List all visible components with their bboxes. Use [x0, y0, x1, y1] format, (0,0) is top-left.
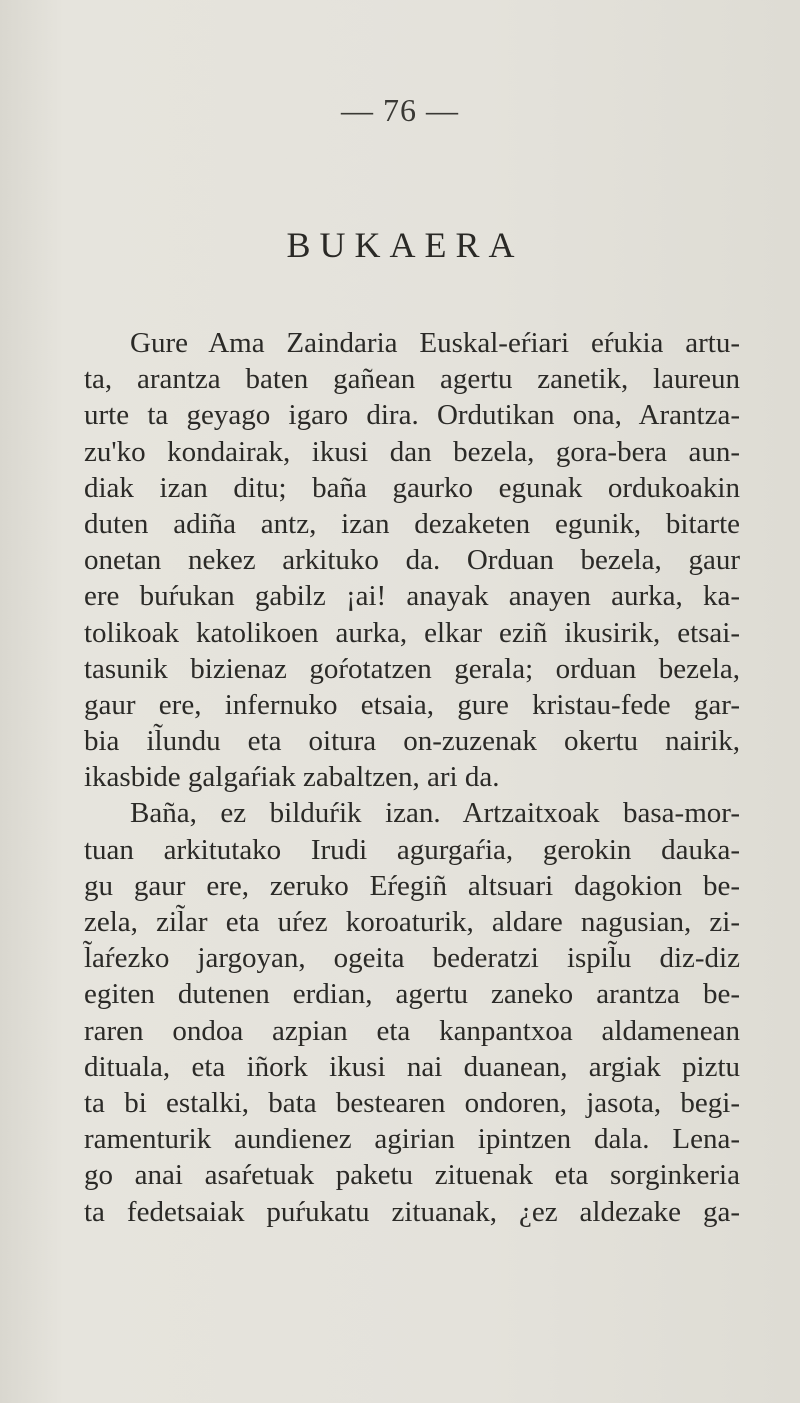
paragraph-1-line-13: ikasbide galgaŕiak zabaltzen, ari da. — [84, 761, 500, 794]
paragraph-1-line-8: ere buŕukan gabilz ¡ai! anayak anayen aurka, ka- — [84, 580, 740, 613]
paragraph-1-line-2: ta, arantza baten gañean agertu zanetik, laureun — [84, 363, 740, 396]
paragraph-1-line-9: tolikoak katolikoen aurka, elkar eziñ ikusirik, etsai- — [84, 616, 740, 649]
paragraph-2-line-11: go anai asaŕetuak paketu zituenak eta sorginkeria — [84, 1159, 740, 1192]
paragraph-2-line-3: gu gaur ere, zeruko Eŕegiñ altsuari dagokion be- — [84, 869, 740, 902]
paragraph-1-line-3: urte ta geyago igaro dira. Ordutikan ona, Arantza- — [84, 399, 740, 432]
paragraph-2-line-4: zela, zil̃ar eta uŕez koroaturik, aldare nagusian, zi- — [84, 906, 740, 938]
paragraph-1-line-5: diak izan ditu; baña gaurko egunak ordukoakin — [84, 471, 740, 504]
chapter-heading: BUKAERA — [286, 225, 524, 265]
paragraph-2-line-9: ta bi estalki, bata bestearen ondoren, jasota, begi- — [84, 1086, 740, 1119]
paragraph-2-line-5: l̃aŕezko jargoyan, ogeita bederatzi ispil̃u diz-diz — [84, 942, 740, 975]
paragraph-1-line-11: gaur ere, infernuko etsaia, gure kristau-fede gar- — [84, 688, 740, 721]
page-number: — 76 — — [341, 92, 459, 128]
paragraph-2-line-6: egiten dutenen erdian, agertu zaneko arantza be- — [84, 978, 740, 1011]
paragraph-1-line-10: tasunik bizienaz goŕotatzen gerala; orduan bezela, — [84, 652, 740, 685]
paragraph-2-line-8: dituala, eta iñork ikusi nai duanean, argiak piztu — [84, 1050, 740, 1083]
paragraph-2-line-7: raren ondoa azpian eta kanpantxoa aldamenean — [84, 1014, 740, 1047]
paragraph-1-line-1: Gure Ama Zaindaria Euskal-eŕiari eŕukia artu- — [130, 327, 740, 359]
paragraph-2-line-12: ta fedetsaiak puŕukatu zituanak, ¿ez aldezake ga- — [84, 1195, 740, 1228]
paragraph-1-line-7: onetan nekez arkituko da. Orduan bezela, gaur — [84, 544, 740, 577]
paragraph-2-line-1: Baña, ez bilduŕik izan. Artzaitxoak basa-mor- — [130, 797, 740, 830]
paragraph-1-line-4: zu'ko kondairak, ikusi dan bezela, gora-bera aun- — [84, 435, 740, 468]
paragraph-1-line-6: duten adiña antz, izan dezaketen egunik, bitarte — [84, 507, 740, 540]
paragraph-2-line-10: ramenturik aundienez agirian ipintzen dala. Lena- — [84, 1123, 740, 1156]
body-text — [84, 325, 740, 1230]
paragraph-1-line-12: bia il̃undu eta oitura on-zuzenak okertu nairik, — [84, 725, 740, 758]
paragraph-2-line-2: tuan arkitutako Irudi agurgaŕia, gerokin dauka- — [84, 833, 740, 866]
